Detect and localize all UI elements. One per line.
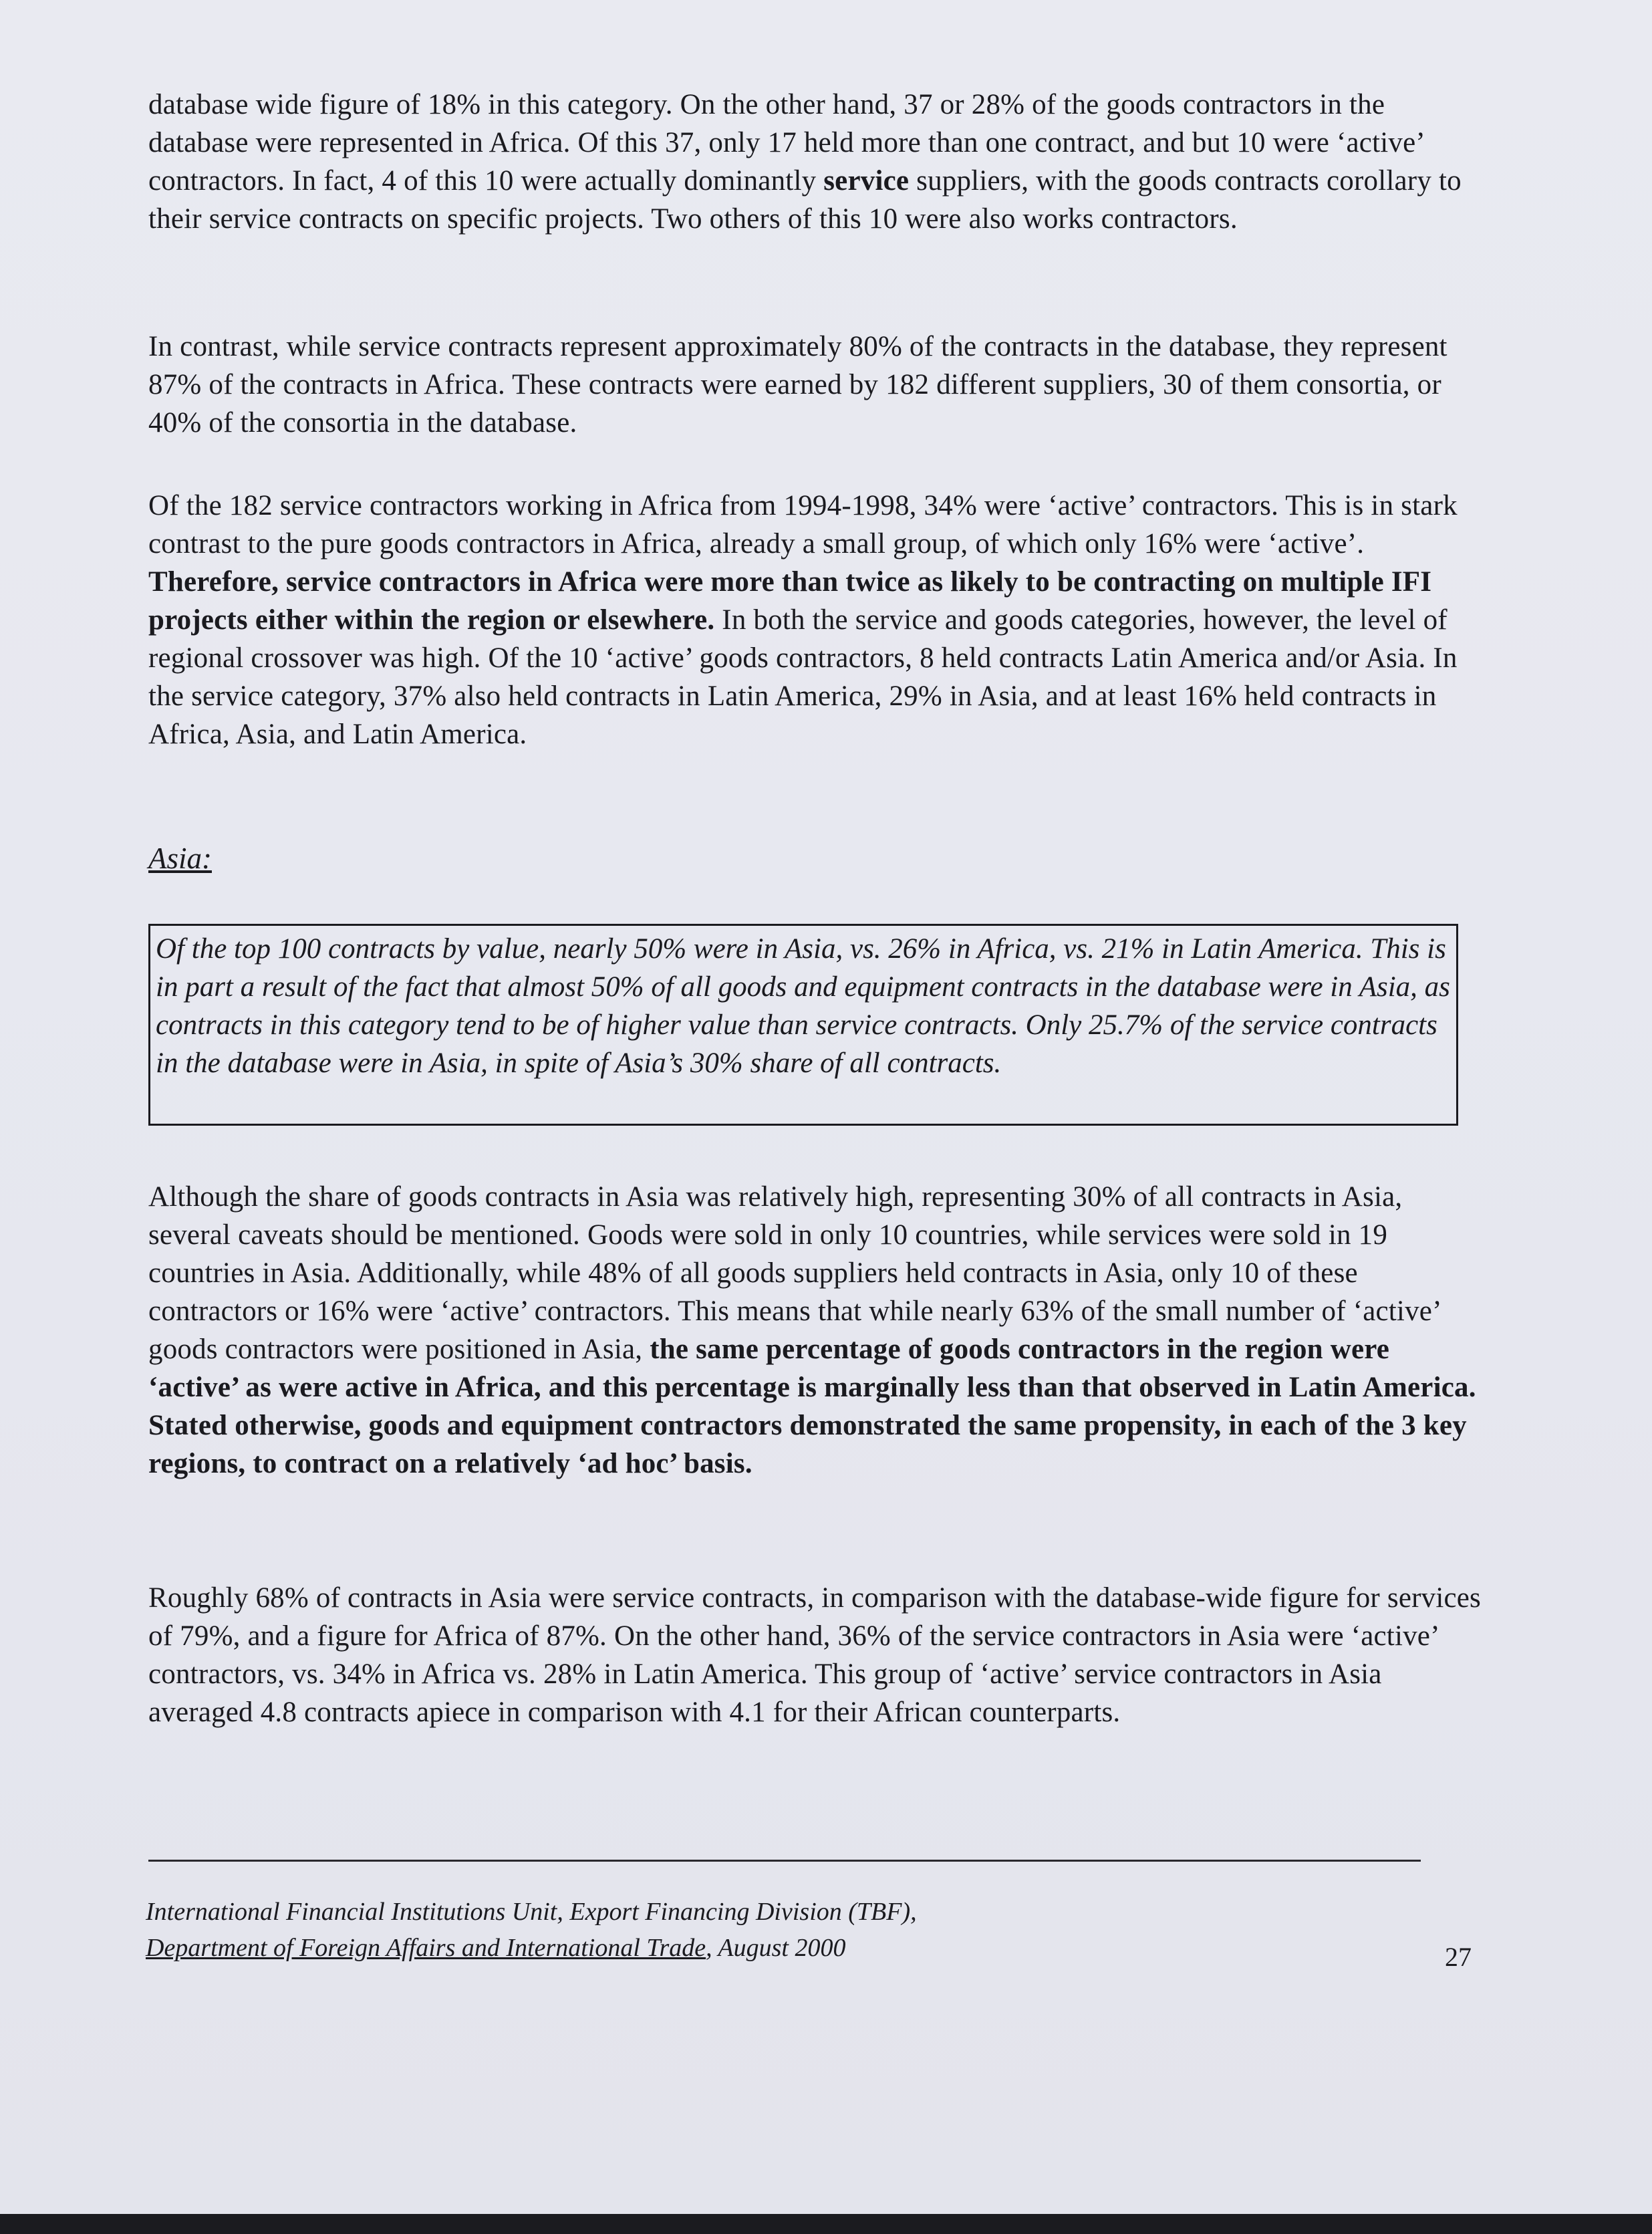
- footer-date: , August 2000: [706, 1934, 846, 1962]
- paragraph-service-contractors-africa: [148, 487, 1485, 753]
- paragraph-text: In both the service and goods categories, however, the level of regional crossover was high. Of the 10 ‘active’ goods contractors, 8 held contracts Latin America and/or Asia. In the service category, 37% also held contracts in Latin America, 29% in Asia, and at least 16% held contracts in Africa, Asia, and Latin America.: [148, 604, 1458, 750]
- paragraph-text: suppliers, with the goods contracts corollary to their service contracts on specific projects. Two others of this 10 were also works contractors.: [148, 165, 1462, 235]
- paragraph-text: database wide figure of 18% in this category. On the other hand, 37 or 28% of the goods contractors in the database were represented in Africa. Of this 37, only 17 held more than one contract, and but 10 were ‘active’ contractors. In fact, 4 of this 10 were actually dominantly: [148, 89, 1423, 197]
- paragraph-text: Of the 182 service contractors working in Africa from 1994-1998, 34% were ‘active’ contractors. This is in stark contrast to the pure goods contractors in Africa, already a small group, of which only 16% were ‘active’.: [148, 490, 1458, 560]
- paragraph-text: In contrast, while service contracts represent approximately 80% of the contracts in the database, they represent 87% of the contracts in Africa. These contracts were earned by 182 different suppliers, 30 of them consortia, or 40% of the consortia in the database.: [148, 331, 1448, 439]
- paragraph-goods-africa: [148, 86, 1485, 238]
- footer-department-line: [146, 1933, 845, 1963]
- bold-text: Therefore, service contractors in Africa were more than twice as likely to be contracting on multiple IFI projects either within the region or elsewhere.: [148, 566, 1432, 636]
- footer-unit-line: International Financial Institutions Unit, Export Financing Division (TBF),: [146, 1898, 917, 1926]
- paragraph-text: Roughly 68% of contracts in Asia were service contracts, in comparison with the database-wide figure for services of 79%, and a figure for Africa of 87%. On the other hand, 36% of the service contractors in Asia were ‘active’ contractors, vs. 34% in Africa vs. 28% in Latin America. This group of ‘active’ service contractors in Asia averaged 4.8 contracts apiece in comparison with 4.1 for their African counterparts.: [148, 1582, 1481, 1728]
- bold-text: service: [823, 165, 910, 197]
- page-number: 27: [1445, 1942, 1472, 1972]
- bold-text: the same percentage of goods contractors in the region were ‘active’ as were active in Africa, and this percentage is marginally less than that observed in Latin America. Stated otherwise, goods and equipment contractors demonstrated the same propensity, in each of the 3 key regions, to contract on a relatively ‘ad hoc’ basis.: [148, 1334, 1476, 1479]
- footer-department-name: Department of Foreign Affairs and International Trade: [146, 1934, 706, 1962]
- footer-divider: [148, 1860, 1421, 1862]
- paragraph-services-africa: [148, 328, 1485, 442]
- section-heading-asia: Asia:: [148, 842, 212, 875]
- scan-bottom-edge: [0, 2214, 1652, 2234]
- paragraph-text: Although the share of goods contracts in Asia was relatively high, representing 30% of all contracts in Asia, several caveats should be mentioned. Goods were sold in only 10 countries, while services were sold in 19 countries in Asia. Additionally, while 48% of all goods suppliers held contracts in Asia, only 10 of these contractors or 16% were ‘active’ contractors. This means that while nearly 63% of the small number of ‘active’ goods contractors were positioned in Asia,: [148, 1181, 1440, 1365]
- paragraph-goods-asia: [148, 1178, 1485, 1483]
- callout-text: Of the top 100 contracts by value, nearly 50% were in Asia, vs. 26% in Africa, vs. 21% in Latin America. This is in part a result of the fact that almost 50% of all goods and equipment contracts in the database were in Asia, as contracts in this category tend to be of higher value than service contracts. Only 25.7% of the service contracts in the database were in Asia, in spite of Asia’s 30% share of all contracts.: [156, 933, 1450, 1079]
- callout-box: [148, 924, 1458, 1126]
- paragraph-services-asia: [148, 1579, 1485, 1731]
